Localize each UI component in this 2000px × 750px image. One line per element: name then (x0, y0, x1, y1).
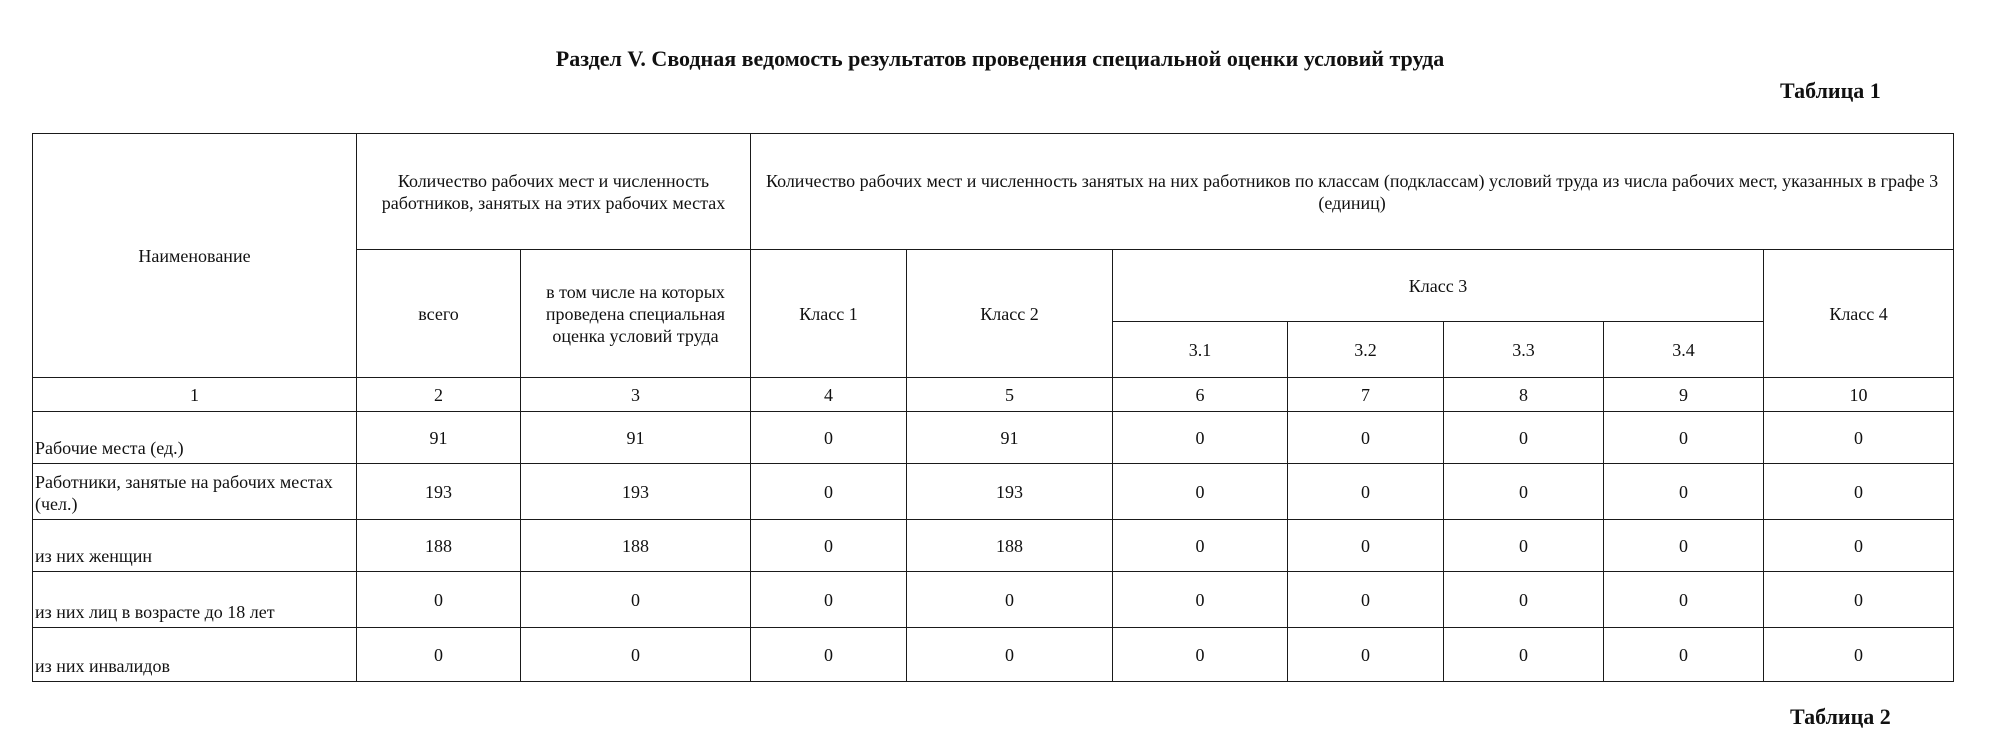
table-cell: 0 (751, 412, 907, 464)
table-cell: 0 (1604, 412, 1764, 464)
table-cell: 193 (357, 464, 521, 520)
table-cell: 0 (1288, 520, 1444, 572)
table-cell: 91 (907, 412, 1113, 464)
table-cell: 193 (907, 464, 1113, 520)
table-cell: 0 (1288, 572, 1444, 628)
table-cell: 0 (1444, 464, 1604, 520)
header-class-4: Класс 4 (1764, 250, 1954, 378)
column-number: 2 (357, 378, 521, 412)
column-number: 8 (1444, 378, 1604, 412)
table-cell: 193 (521, 464, 751, 520)
column-number: 4 (751, 378, 907, 412)
table-cell: 91 (521, 412, 751, 464)
table-cell: 0 (357, 572, 521, 628)
column-number: 7 (1288, 378, 1444, 412)
header-row-groups (33, 134, 1954, 250)
table-row (33, 520, 1954, 572)
table-cell: 188 (521, 520, 751, 572)
table-cell: 0 (1113, 628, 1288, 682)
header-class-1: Класс 1 (751, 250, 907, 378)
header-group-classes: Количество рабочих мест и численность занятых на них работников по классам (подклассам) условий труда из числа рабочих мест, указанных в графе 3 (единиц) (751, 134, 1954, 250)
table-cell: 0 (751, 520, 907, 572)
row-label: Работники, занятые на рабочих местах (чел.) (33, 464, 357, 520)
table-cell: 0 (1604, 628, 1764, 682)
table-cell: 0 (1764, 412, 1954, 464)
column-number: 9 (1604, 378, 1764, 412)
table-cell: 0 (907, 572, 1113, 628)
header-subclass-3-1: 3.1 (1113, 322, 1288, 378)
row-label: из них инвалидов (33, 628, 357, 682)
table-cell: 0 (1604, 464, 1764, 520)
row-label: из них лиц в возрасте до 18 лет (33, 572, 357, 628)
document-title: Раздел V. Сводная ведомость результатов проведения специальной оценки условий труда (555, 46, 1445, 71)
header-name: Наименование (33, 134, 357, 378)
header-class-2: Класс 2 (907, 250, 1113, 378)
table-row (33, 572, 1954, 628)
table-cell: 0 (1764, 464, 1954, 520)
table-cell: 0 (357, 628, 521, 682)
table-cell: 188 (357, 520, 521, 572)
column-number: 5 (907, 378, 1113, 412)
table-row (33, 412, 1954, 464)
header-subclass-3-3: 3.3 (1444, 322, 1604, 378)
table-cell: 0 (521, 628, 751, 682)
table-cell: 188 (907, 520, 1113, 572)
table-row (33, 464, 1954, 520)
column-number: 1 (33, 378, 357, 412)
header-assessed: в том числе на которых проведена специальная оценка условий труда (521, 250, 751, 378)
table-cell: 0 (751, 628, 907, 682)
column-number: 6 (1113, 378, 1288, 412)
table-cell: 0 (1288, 412, 1444, 464)
table-cell: 0 (1113, 572, 1288, 628)
column-number: 10 (1764, 378, 1954, 412)
table-cell: 0 (1288, 628, 1444, 682)
header-group-workplaces: Количество рабочих мест и численность работников, занятых на этих рабочих местах (357, 134, 751, 250)
table-cell: 0 (1113, 464, 1288, 520)
table-cell: 0 (1444, 520, 1604, 572)
next-table-label: Таблица 2 (1790, 704, 1891, 729)
table-cell: 0 (751, 464, 907, 520)
table-cell: 0 (1764, 572, 1954, 628)
table-cell: 0 (1444, 572, 1604, 628)
table-cell: 0 (1764, 520, 1954, 572)
table-cell: 0 (751, 572, 907, 628)
table-cell: 0 (1113, 520, 1288, 572)
table-cell: 0 (1444, 412, 1604, 464)
table-cell: 0 (521, 572, 751, 628)
table-label: Таблица 1 (1780, 78, 1881, 103)
table-cell: 91 (357, 412, 521, 464)
table-cell: 0 (907, 628, 1113, 682)
table-cell: 0 (1288, 464, 1444, 520)
table-row (33, 628, 1954, 682)
column-number: 3 (521, 378, 751, 412)
row-label: Рабочие места (ед.) (33, 412, 357, 464)
table-cell: 0 (1444, 628, 1604, 682)
header-subclass-3-2: 3.2 (1288, 322, 1444, 378)
column-number-row (33, 378, 1954, 412)
table-cell: 0 (1113, 412, 1288, 464)
table-cell: 0 (1604, 520, 1764, 572)
header-total: всего (357, 250, 521, 378)
header-subclass-3-4: 3.4 (1604, 322, 1764, 378)
header-class-3: Класс 3 (1113, 250, 1764, 322)
table-cell: 0 (1764, 628, 1954, 682)
row-label: из них женщин (33, 520, 357, 572)
table-cell: 0 (1604, 572, 1764, 628)
summary-table (32, 133, 1954, 682)
